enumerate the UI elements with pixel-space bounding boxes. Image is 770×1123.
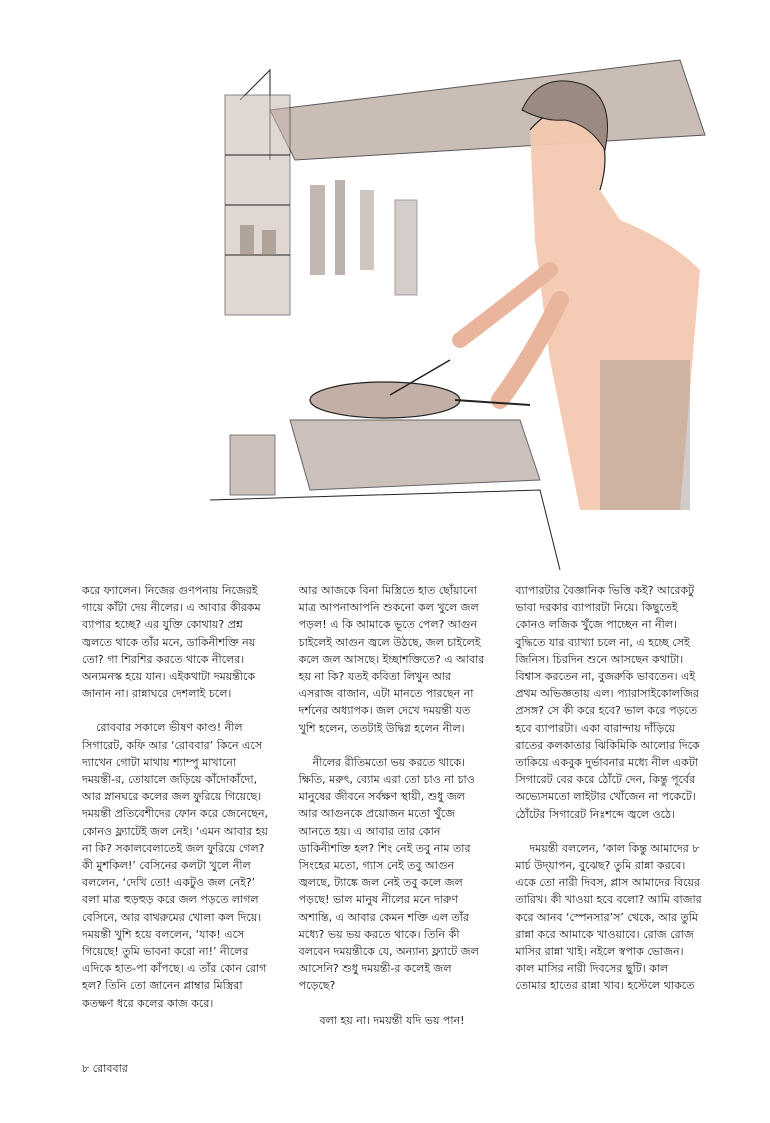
column-3 — [515, 582, 702, 1052]
column-2 — [299, 582, 486, 1052]
page-footer — [82, 1060, 128, 1079]
column-1 — [82, 582, 269, 1052]
magazine-name: রোববার — [92, 1062, 128, 1075]
paragraph: দময়ন্তী বললেন, ‘কাল কিন্তু আমাদের ৮ মার্চ উদ্‌যাপন, বুঝেছ? তুমি রান্না করবে। একে তো নারী দিবস, প্লাস আমাদের বিয়ের তারিখ। কী খাওয়া হবে বলো? আমি বাজার করে আনব ‘স্পেনসার’স’ থেকে, আর তুমি রান্না করে আমাকে খাওয়াবে। রোজ রোজ মাসির রান্না খাই। নইলে স্বপাক ভোজন। কাল মাসির নারী দিবসের ছুটি। কাল তোমার হাতের রান্না খাব। হস্টেলে থাকতে — [515, 841, 702, 993]
paragraph: নীলের রীতিমতো ভয় করতে থাকে। ক্ষিতি, মরুৎ, ব্যোম এরা তো চাও না চাও মানুষের জীবনে সর্বক্ষণ স্থায়ী, শুধু জল আর আগুনকে প্রয়োজন মতো খুঁজে আনতে হয়। এ আবার তার কোন ডাকিনীশক্তি হল? শিং নেই তবু নাম তার সিংহের মতো, গ্যাস নেই তবু আগুন জ্বলছে, ট্যাঙ্কে জল নেই তবু কলে জল পড়ছে! ভাল মানুষ নীলের মনে দারুণ অশান্তি, এ আবার কেমন শক্তি এল তাঁর মধ্যে? ভয় ভয় করতে থাকে। তিনি কী বলবেন দময়ন্তীকে যে, অন্যান্য ফ্ল্যাটে জল আসেনি? শুধু দময়ন্তী-র কলেই জল পড়েছে? — [298, 755, 479, 993]
paragraph: ব্যাপারটার বৈজ্ঞানিক ভিত্তি কই? আরেকটু ভাবা দরকার ব্যাপারটা নিয়ে। কিছুতেই কোনও লজিক খুঁজে পাচ্ছেন না নীল। বুদ্ধিতে যার ব্যাখ্যা চলে না, এ হচ্ছে সেই জিনিস। চিরদিন শুনে আসছেন কথাটা। বিশ্বাস করতেন না, বুজরুকি ভাবতেন। এই প্রথম অভিজ্ঞতায় এল। প্যারাসাইকোলজির প্রসঙ্গ? সে কী করে হবে? ভাল করে পড়তে হবে ব্যাপারটা। একা বারান্দায় দাঁড়িয়ে রাতের কলকাতার ঝিকিমিকি আলোর দিকে তাকিয়ে একবুক দুর্ভাবনার মধ্যে নীল একটা সিগারেট বের করে ঠোঁটে দেন, কিন্তু পূর্বের অভ্যেসমতো লাইটার খোঁজেন না পকেটে। ঠোঁটের সিগারেট নিঃশব্দে জ্বলে ওঠে। — [515, 584, 700, 821]
cooking-illustration — [200, 40, 760, 570]
page-number: ৮ — [82, 1062, 90, 1075]
paragraph: আর আজকে বিনা মিস্ত্রিতে হাত ছোঁয়ানো মাত্র আপনাআপনি শুকনো কল খুলে জল পড়ল! এ কি আমাকে ভূতে পেল? আগুন চাইলেই আগুন জ্বলে উঠছে, জল চাইলেই কলে জল আসছে। ইচ্ছাশক্তিতে? এ আবার হয় না কি? যতই কবিতা লিখুন আর এসরাজ বাজান, এটা মানতে পারছেন না দর্শনের অধ্যাপক। জল দেখে দময়ন্তী যত খুশি হলেন, ততটাই উদ্বিগ্ন হলেন নীল। — [298, 584, 485, 735]
paragraph: বলা হয় না। দময়ন্তী যদি ভয় পান! — [319, 1013, 465, 1027]
article-columns — [82, 582, 702, 1052]
paragraph: রোববার সকালে ভীষণ কাণ্ড! নীল সিগারেট, কফি আর ‘রোববার’ কিনে এসে দ্যাখেন গোটা মাথায় শ্যাম্পু মাখানো দময়ন্তী-র, তোয়ালে জড়িয়ে কাঁদোকাঁদো, আর স্নানঘরে কলের জল ফুরিয়ে গিয়েছে। দময়ন্তী প্রতিবেশীদের ফোন করে জেনেছেন, কোনও ফ্ল্যাটেই জল নেই। ‘এমন আবার হয় না কি? সকালবেলাতেই জল ফুরিয়ে গেল? কী মুশকিল!’ বেসিনের কলটা খুলে নীল বললেন, ‘দেখি তো! একটুও জল নেই?’ বলা মাত্র হুড়হুড় করে জল পড়তে লাগল বেসিনে, আর বাথরুমের খোলা কল দিয়ে। দময়ন্তী খুশি হয়ে বললেন, ‘যাক! এসে গিয়েছে! তুমি ভাবনা করো না!’ নীলের এদিকে হাত-পা কাঁপছে। এ তাঁর কোন রোগ হল? তিনি তো জানেন প্লাম্বার মিস্ত্রিরা কতক্ষণ ধরে কলের কাজ করে। — [82, 721, 269, 1010]
paragraph: করে ফ্যালেন। নিজের গুণপনায় নিজেরই গায়ে কাঁটা দেয় নীলের। এ আবার কীরকম ব্যাপার হচ্ছে? এর যুক্তি কোথায়? প্রশ্ন জ্বলতে থাকে তাঁর মনে, ডাকিনীশক্তি নয় তো? গা শিরশির করতে থাকে নীলের। অন্যমনস্ক হয়ে যান। এইকথাটা দময়ন্তীকে জানান না। রান্নাঘরে দেশলাই চলে। — [82, 584, 261, 701]
